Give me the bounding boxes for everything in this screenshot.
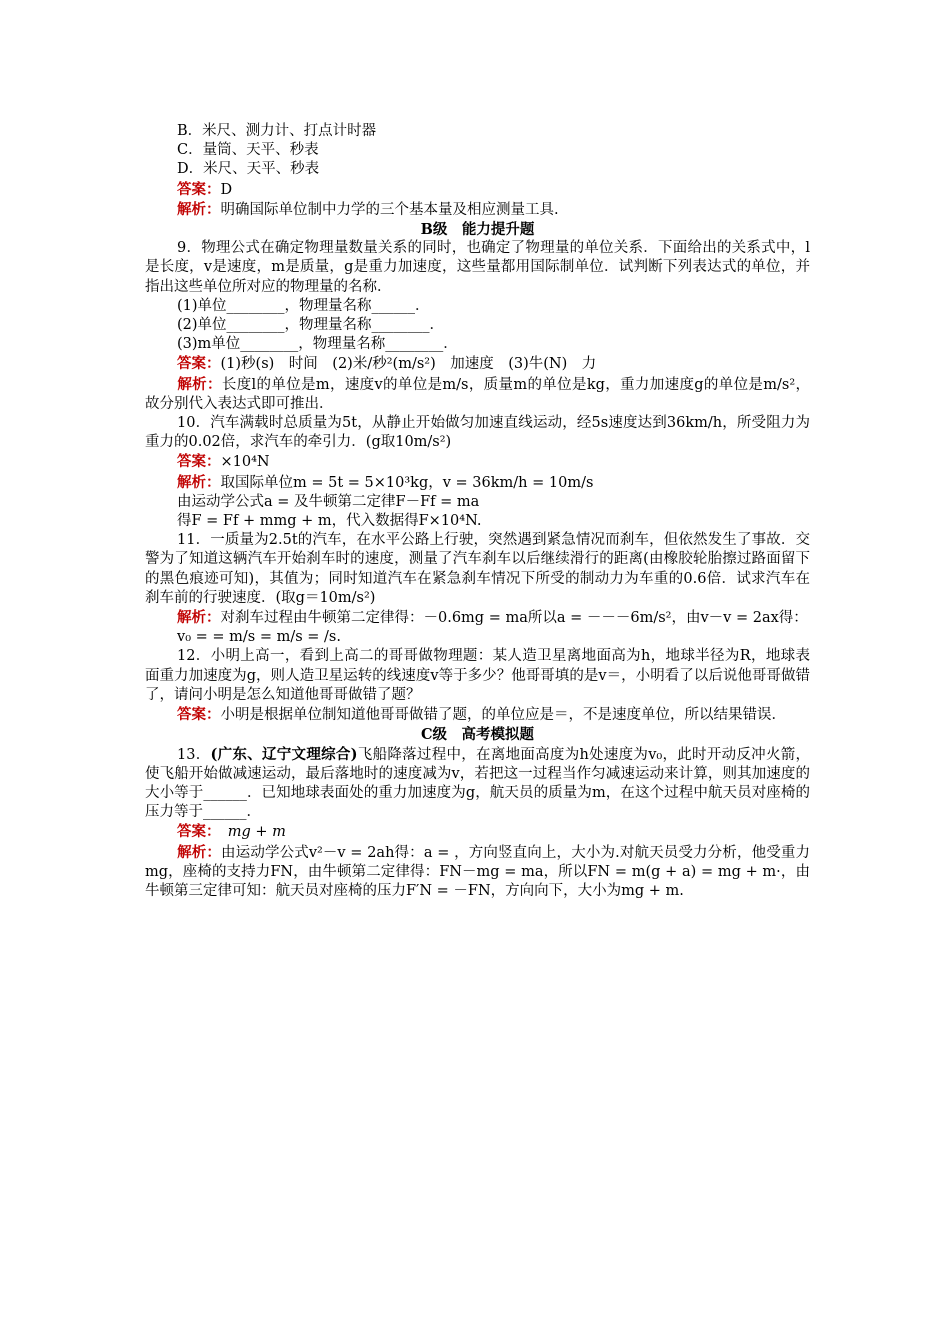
- q12-answer: [145, 705, 810, 725]
- answer-label: 答案：: [177, 355, 221, 373]
- q13-number: 13．: [177, 746, 211, 763]
- q13-source: (广东、辽宁文理综合): [210, 745, 358, 763]
- q8-option-c: C．量筒、天平、秒表: [177, 142, 319, 159]
- q8-option-d: D．米尺、天平、秒表: [177, 161, 320, 178]
- analysis-label: 解析：: [177, 375, 222, 393]
- q12-stem: 12．小明上高一，看到上高二的哥哥做物理题：某人造卫星离地面高为h，地球半径为R，地球表面重力加速度为g，则人造卫星运转的线速度v等于多少？他哥哥填的是v＝，小明看了以后说他哥哥做错了，请问小明是怎么知道他哥哥做错了题？: [145, 648, 810, 703]
- q9-blank-1: (1)单位________，物理量名称______．: [177, 297, 430, 314]
- q8-option-b: B．米尺、测力计、打点计时器: [177, 123, 377, 139]
- q9-answer-text: (1)秒(s) 时间 (2)米/秒²(m/s²) 加速度 (3)牛(N) 力: [220, 356, 597, 373]
- q10-analysis-3: 得F = Ff + mmg + m，代入数据得F×10⁴N.: [177, 513, 482, 530]
- q8-answer-text: D: [220, 181, 233, 198]
- section-b-heading: B级 能力提升题: [420, 221, 535, 239]
- section-c-heading: C级 高考模拟题: [420, 726, 535, 744]
- q10-answer: [145, 452, 810, 472]
- analysis-label: 解析：: [177, 609, 221, 627]
- q10-analysis-text-1: 取国际单位m = 5t = 5×10³kg，v = 36km/h = 10m/s: [220, 474, 594, 491]
- answer-label: 答案：: [177, 823, 214, 841]
- q9-blank-2: (2)单位________，物理量名称________．: [177, 317, 445, 334]
- answer-label: 答案：: [177, 453, 221, 471]
- q13-stem-text: 飞船降落过程中，在离地面高度为h处速度为v₀，此时开动反冲火箭，使飞船开始做减速运动，最后落地时的速度减为v，若把这一过程当作匀减速运动来计算，则其加速度的大小等于______．已知地球表面处的重力加速度为g，航天员的质量为m，在这个过程中航天员对座椅的压力等于______．: [145, 746, 811, 821]
- answer-label: 答案：: [177, 706, 221, 724]
- analysis-label: 解析：: [177, 843, 222, 861]
- q12-answer-text: 小明是根据单位制知道他哥哥做错了题，的单位应是＝，不是速度单位，所以结果错误．: [220, 707, 786, 724]
- q8-analysis-text: 明确国际单位制中力学的三个基本量及相应测量工具.: [220, 201, 559, 218]
- q10-analysis-1: [145, 473, 810, 493]
- q11-analysis-text-1: 对刹车过程由牛顿第二定律得：－0.6mg = ma所以a = －－－6m/s²，由v－v = 2ax得：: [220, 610, 808, 627]
- q13-analysis-text: 由运动学公式v²－v = 2ah得：a = ，方向竖直向上，大小为.对航天员受力分析，他受重力mg，座椅的支持力FN，由牛顿第二定律得：FN－mg = ma，所以FN = m(g + a) = mg + m·，由牛顿第三定律可知：航天员对座椅的压力F′N = －FN，方向向下，大小为mg + m.: [145, 844, 810, 899]
- q9-stem: 9．物理公式在确定物理量数量关系的同时，也确定了物理量的单位关系．下面给出的关系式中，l是长度，v是速度，m是质量，g是重力加速度，这些量都用国际制单位．试判断下列表达式的单位，并指出这些单位所对应的物理量的名称．: [145, 240, 810, 295]
- analysis-label: 解析：: [177, 473, 221, 491]
- q9-analysis: [145, 375, 810, 414]
- q11-stem: 11．一质量为2.5t的汽车，在水平公路上行驶，突然遇到紧急情况而刹车，但依然发生了事故．交警为了知道这辆汽车开始刹车时的速度，测量了汽车刹车以后继续滑行的距离(由橡胶轮胎擦过路面留下的黑色痕迹可知)，其值为；同时知道汽车在紧急刹车情况下所受的制动力为车重的0.6倍．试求汽车在刹车前的行驶速度．(取g＝10m/s²): [145, 532, 810, 606]
- q9-answer: [145, 354, 810, 374]
- q10-stem: 10．汽车满载时总质量为5t，从静止开始做匀加速直线运动，经5s速度达到36km/h，所受阻力为重力的0.02倍，求汽车的牵引力．(g取10m/s²): [145, 415, 810, 451]
- q13-analysis: [145, 843, 810, 902]
- q9-blank-3: (3)m单位________，物理量名称________．: [177, 336, 458, 353]
- q13-answer: [145, 822, 810, 842]
- q11-analysis-2: v₀ = = m/s = m/s = /s.: [177, 629, 341, 646]
- worksheet-page: [145, 122, 810, 901]
- q13-answer-text: mg + m: [213, 824, 286, 841]
- q10-analysis-2: 由运动学公式a = 及牛顿第二定律F－Ff = ma: [177, 493, 480, 510]
- q11-analysis-1: [145, 608, 810, 628]
- answer-label: 答案：: [177, 180, 221, 198]
- q8-analysis: [145, 200, 810, 220]
- analysis-label: 解析：: [177, 200, 221, 218]
- q9-analysis-text: 长度l的单位是m，速度v的单位是m/s，质量m的单位是kg，重力加速度g的单位是m/s²，故分别代入表达式即可推出．: [145, 376, 811, 412]
- q13-stem: [145, 745, 810, 823]
- q8-answer: [145, 180, 810, 200]
- q10-answer-text: ×10⁴N: [220, 454, 270, 471]
